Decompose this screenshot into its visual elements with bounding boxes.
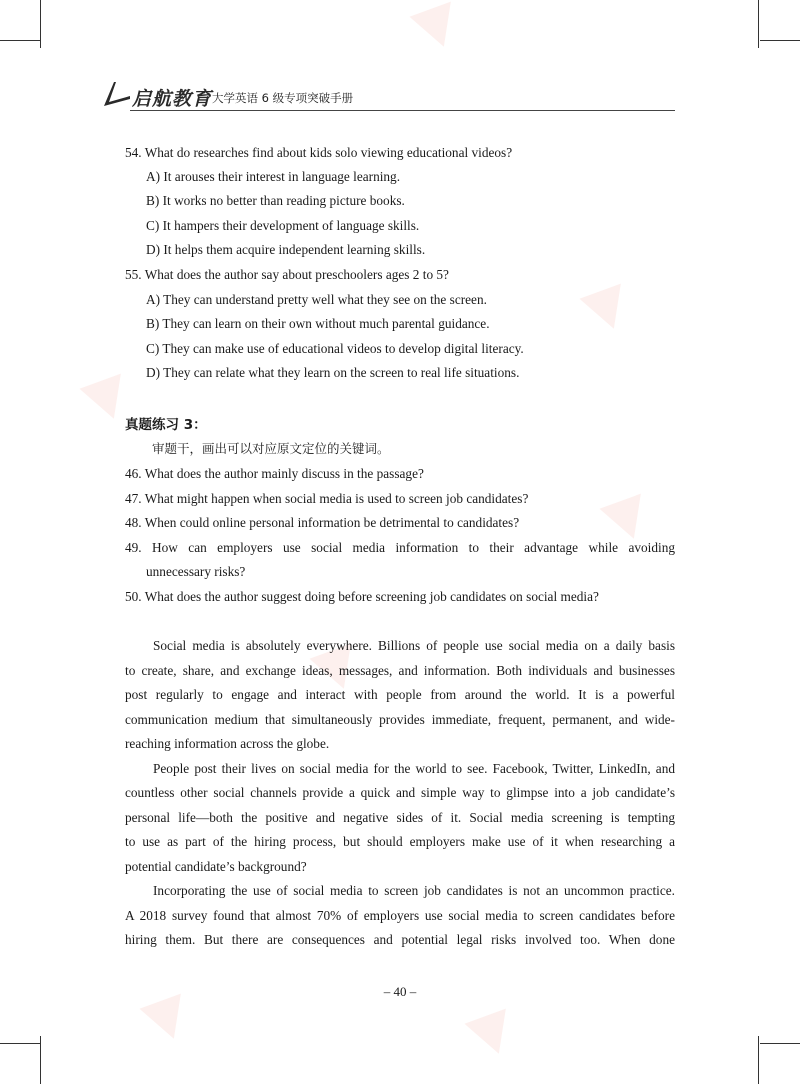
logo-icon <box>102 80 132 108</box>
option-55c: C) They can make use of educational videos to develop digital literacy. <box>146 341 524 356</box>
crop-mark <box>0 1043 40 1044</box>
question-46: 46. What does the author mainly discuss in the passage? <box>125 466 424 481</box>
passage-p1-line: communication medium that simultaneously provides immediate, frequent, permanent, and wide- <box>125 712 675 727</box>
page-number: – 40 – <box>383 984 417 999</box>
question-47: 47. What might happen when social media is used to screen job candidates? <box>125 491 529 506</box>
option-54c: C) It hampers their development of language skills. <box>146 218 420 233</box>
crop-mark <box>758 0 759 48</box>
question-55: 55. What does the author say about preschoolers ages 2 to 5? <box>125 267 449 282</box>
question-54: 54. What do researches find about kids solo viewing educational videos? <box>125 145 513 160</box>
option-55a: A) They can understand pretty well what they see on the screen. <box>146 292 487 307</box>
crop-mark <box>0 40 40 41</box>
question-48: 48. When could online personal information be detrimental to candidates? <box>125 515 520 530</box>
passage-p2-line: to use as part of the hiring process, but should employers make use of it when researching a <box>125 834 675 849</box>
question-49-line1: 49. How can employers use social media information to their advantage while avoiding <box>125 540 675 555</box>
page-header <box>100 78 675 114</box>
crop-mark <box>760 1043 800 1044</box>
passage-p3-line: A 2018 survey found that almost 70% of employers use social media to screen candidates before <box>125 908 675 923</box>
watermark-arrow <box>409 2 464 55</box>
crop-mark <box>758 1036 759 1084</box>
crop-mark <box>40 1036 41 1084</box>
question-50: 50. What does the author suggest doing before screening job candidates on social media? <box>125 589 599 604</box>
passage-p2-line: People post their lives on social media for the world to see. Facebook, Twitter, LinkedIn, and <box>153 761 675 776</box>
watermark-arrow <box>579 284 634 337</box>
passage-p1-line: to create, share, and exchange ideas, messages, and information. Both individuals and businesses <box>125 663 675 678</box>
watermark-arrow <box>139 994 194 1047</box>
passage-p2-line: potential candidate’s background? <box>125 859 307 874</box>
passage-p2-line: countless other social channels provide a quick and simple way to glimpse into a job candidate’s <box>125 785 675 800</box>
passage-p2-line: personal life—both the positive and negative sides of it. Social media screening is tempting <box>125 810 675 825</box>
passage-p3-line: hiring them. But there are consequences and potential legal risks involved too. When done <box>125 932 675 947</box>
passage-p3-line: Incorporating the use of social media to screen job candidates is not an uncommon practice. <box>153 883 675 898</box>
option-54b: B) It works no better than reading picture books. <box>146 193 405 208</box>
passage-p1-line: post regularly to engage and interact with people from around the world. It is a powerful <box>125 687 675 702</box>
option-55b: B) They can learn on their own without much parental guidance. <box>146 316 490 331</box>
passage-p1-line: reaching information across the globe. <box>125 736 330 751</box>
header-title: 大学英语 6 级专项突破手册 <box>212 91 354 105</box>
practice-heading: 真题练习 3： <box>125 417 207 433</box>
option-54a: A) It arouses their interest in language learning. <box>146 169 401 184</box>
crop-mark <box>760 40 800 41</box>
practice-instruction: 审题干，画出可以对应原文定位的关键词。 <box>152 441 390 456</box>
header-rule <box>130 110 675 111</box>
option-55d: D) They can relate what they learn on the screen to real life situations. <box>146 365 520 380</box>
option-54d: D) It helps them acquire independent learning skills. <box>146 242 426 257</box>
passage-p1-line: Social media is absolutely everywhere. Billions of people use social media on a daily basis <box>153 638 675 653</box>
crop-mark <box>40 0 41 48</box>
logo-text: 启航教育 <box>132 88 213 110</box>
watermark-arrow <box>464 1009 519 1062</box>
question-49-line2: unnecessary risks? <box>146 564 246 579</box>
